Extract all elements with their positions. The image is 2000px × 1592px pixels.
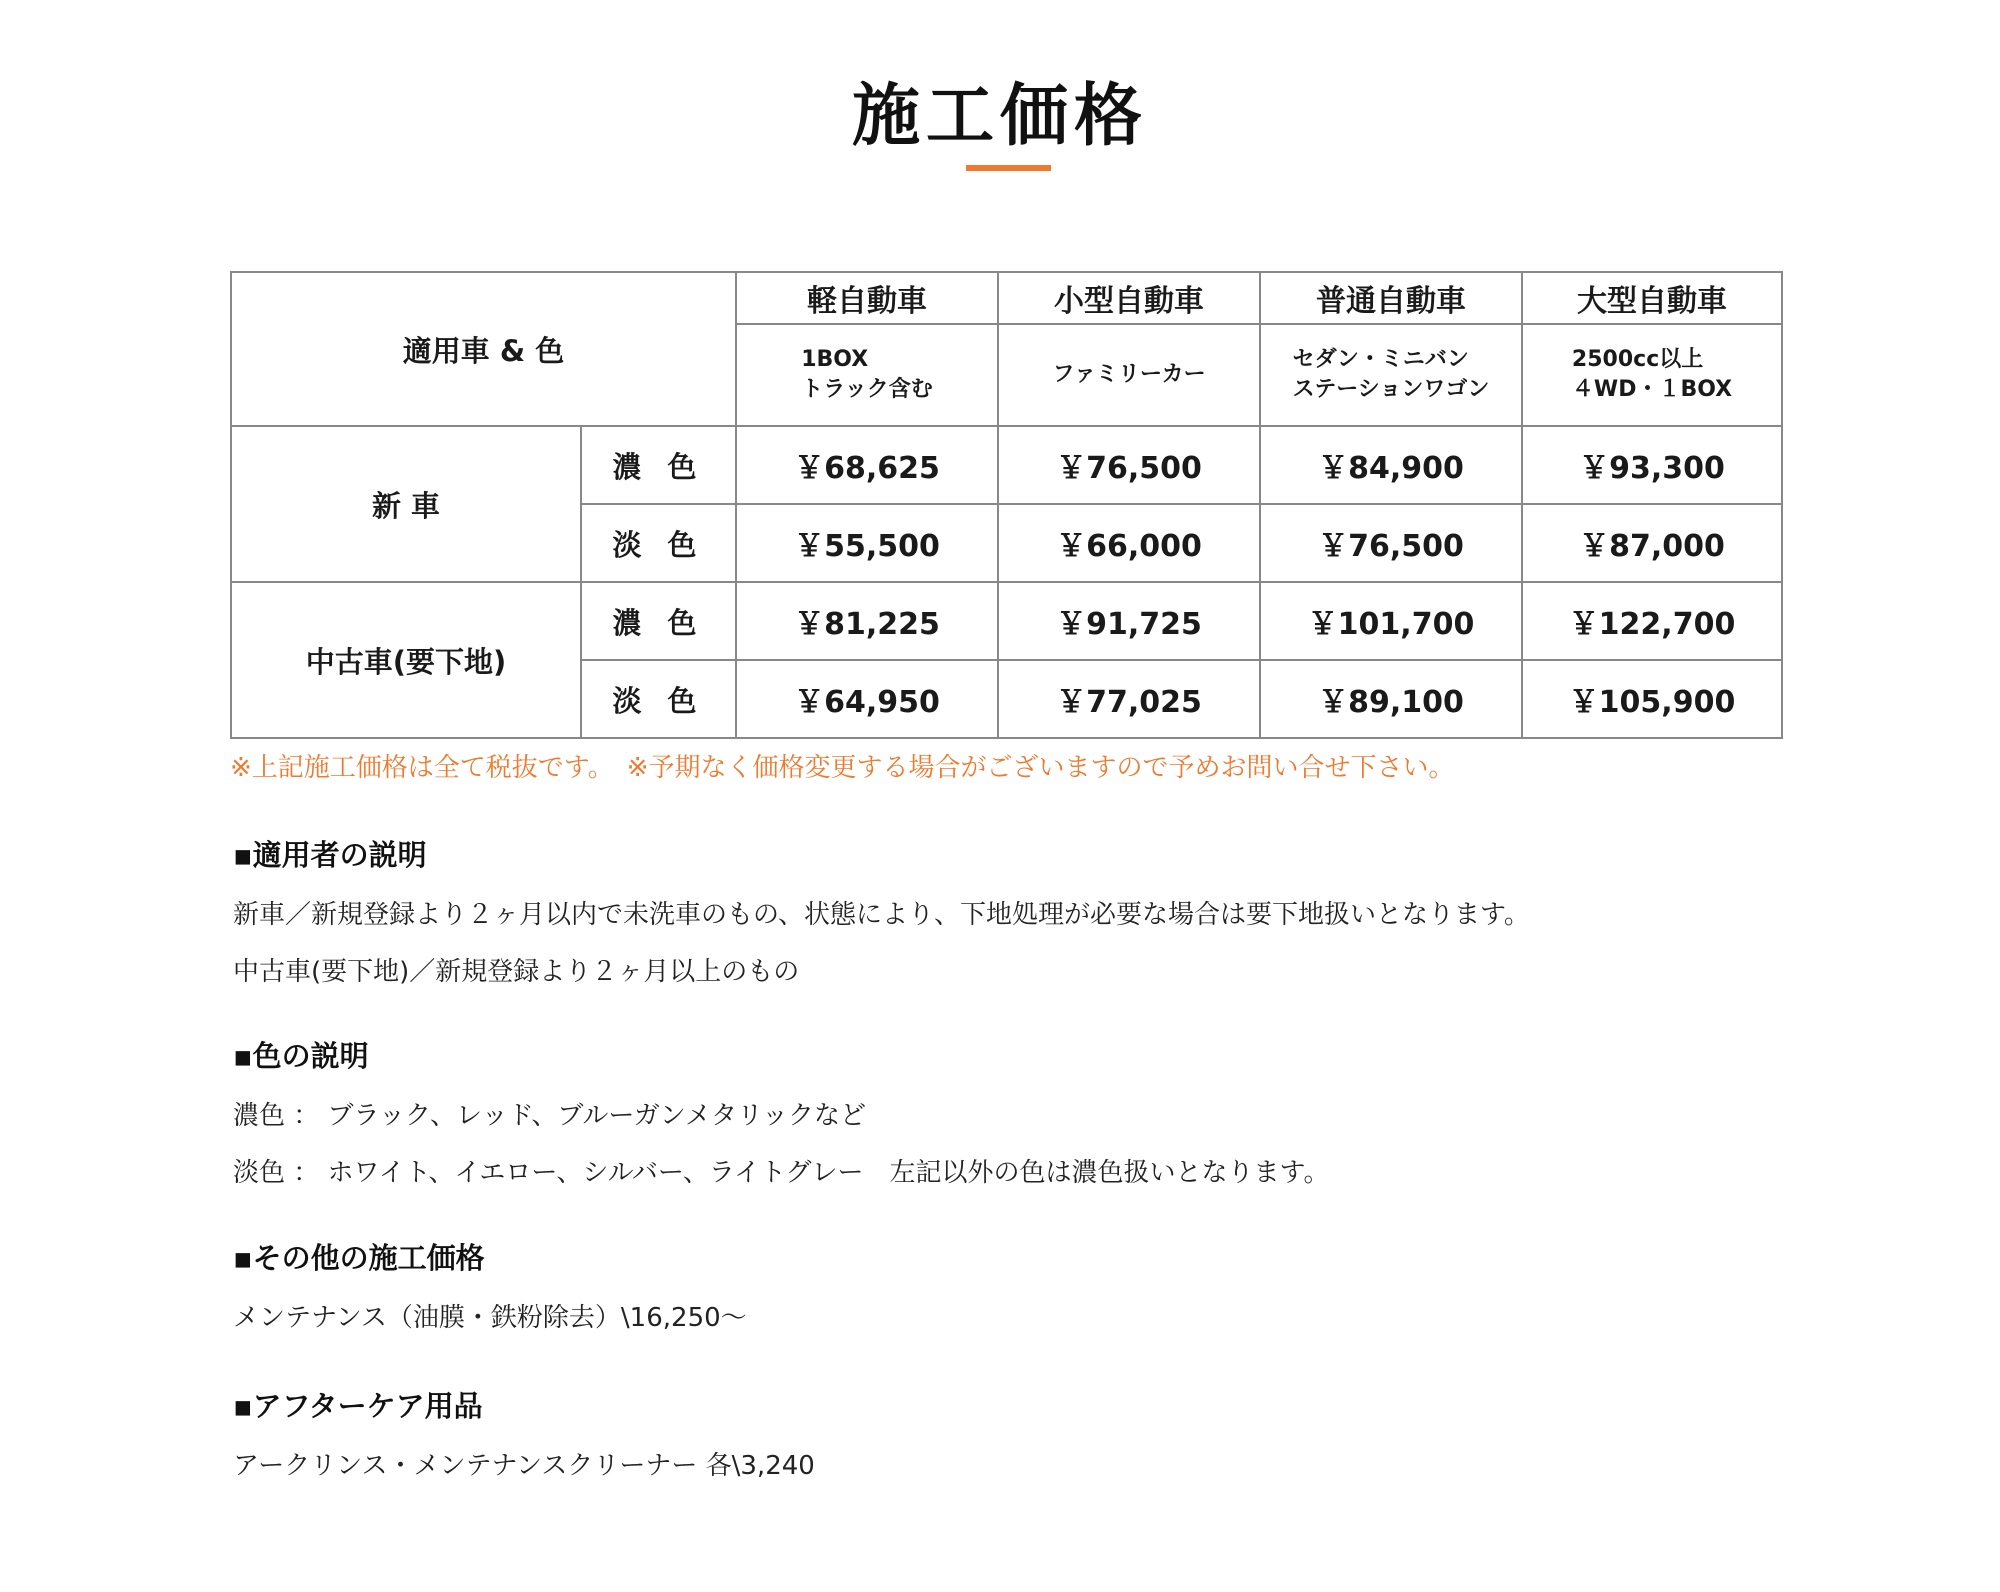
price-cell: ￥64,950 [736,660,998,738]
section-line: アークリンス・メンテナンスクリーナー 各\3,240 [233,1451,815,1481]
column-sub-line: ステーションワゴン [1292,377,1490,402]
title-underline [966,165,1051,171]
page-title: 施工価格 [851,77,1148,156]
section-heading: ▪アフターケア用品 [233,1389,483,1423]
row-color-light: 淡 色 [581,504,736,582]
price-cell: ￥122,700 [1522,582,1782,660]
section-line: 淡色 ： ホワイト、イエロー、シルバー、ライトグレー 左記以外の色は濃色扱いとなります。 [233,1158,1330,1188]
price-cell: ￥91,725 [998,582,1260,660]
column-sub-line: ファミリーカー [1052,362,1206,387]
section-other-prices [233,1236,747,1334]
row-color-dark: 濃 色 [581,582,736,660]
tax-note: ※上記施工価格は全て税抜です。 ※予期なく価格変更する場合がございますので予めお問い合せ下さい。 [230,753,1455,783]
section-line: 濃色 ： ブラック、レッド、ブルーガンメタリックなど [233,1101,866,1131]
column-head-standard: 普通自動車 [1260,272,1522,324]
section-aftercare-products [233,1384,815,1482]
price-cell: ￥55,500 [736,504,998,582]
price-cell: ￥68,625 [736,426,998,504]
section-heading: ▪その他の施工価格 [233,1241,485,1275]
price-cell: ￥93,300 [1522,426,1782,504]
row-color-light: 淡 色 [581,660,736,738]
column-head-kei: 軽自動車 [736,272,998,324]
row-group-new-car: 新 車 [231,426,581,582]
section-line: メンテナンス（油膜・鉄粉除去）\16,250〜 [233,1303,747,1333]
section-line: 中古車(要下地)／新規登録より２ヶ月以上のもの [233,957,800,987]
price-cell: ￥87,000 [1522,504,1782,582]
price-cell: ￥89,100 [1260,660,1522,738]
price-table [230,271,1783,739]
section-heading: ▪適用者の説明 [233,838,427,872]
price-cell: ￥81,225 [736,582,998,660]
column-sub-standard [1260,324,1522,426]
column-sub-line: ４WD・１BOX [1571,377,1733,402]
column-sub-line: 2500cc以上 [1571,347,1704,372]
section-applicable-vehicles [233,833,1530,988]
column-sub-line: 1BOX [801,347,869,372]
price-cell: ￥77,025 [998,660,1260,738]
price-cell: ￥105,900 [1522,660,1782,738]
column-sub-line: トラック含む [801,377,933,402]
price-cell: ￥84,900 [1260,426,1522,504]
price-cell: ￥101,700 [1260,582,1522,660]
row-color-dark: 濃 色 [581,426,736,504]
table-corner-header: 適用車 & 色 [231,272,736,426]
column-head-small: 小型自動車 [998,272,1260,324]
price-cell: ￥76,500 [998,426,1260,504]
price-cell: ￥66,000 [998,504,1260,582]
row-group-used-car: 中古車(要下地) [231,582,581,738]
column-sub-large [1522,324,1782,426]
section-heading: ▪色の説明 [233,1039,369,1073]
price-cell: ￥76,500 [1260,504,1522,582]
column-sub-kei [736,324,998,426]
section-color-description [233,1034,1329,1189]
section-line: 新車／新規登録より２ヶ月以内で未洗車のもの、状態により、下地処理が必要な場合は要下地扱いとなります。 [233,900,1530,930]
column-sub-line: セダン・ミニバン [1292,347,1469,372]
column-sub-small [998,324,1260,426]
column-head-large: 大型自動車 [1522,272,1782,324]
